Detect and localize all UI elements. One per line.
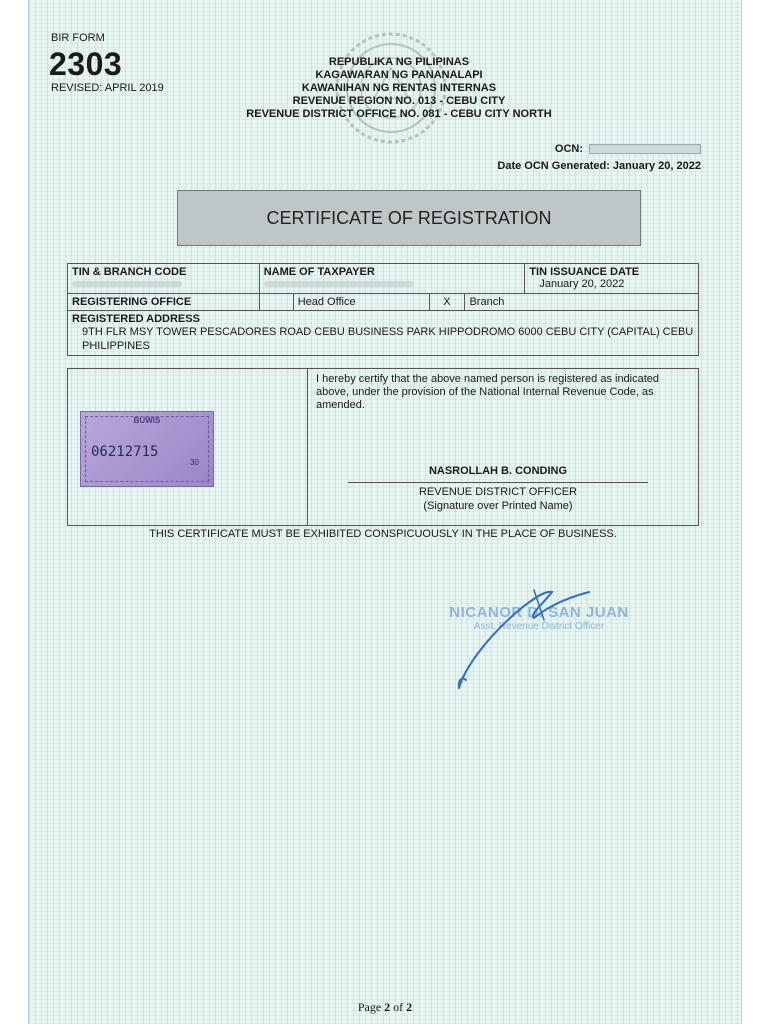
certification-divider bbox=[307, 369, 308, 525]
branch-checkbox-mark: X bbox=[429, 294, 465, 311]
certificate-title: CERTIFICATE OF REGISTRATION bbox=[177, 190, 641, 246]
issuance-date: January 20, 2022 bbox=[539, 278, 625, 290]
agency-header bbox=[209, 56, 589, 121]
agency-line-4: REVENUE REGION NO. 013 - CEBU CITY bbox=[292, 95, 506, 107]
branch-label: Branch bbox=[465, 294, 699, 311]
head-office-checkbox bbox=[259, 294, 293, 311]
handwritten-signature-icon bbox=[424, 570, 604, 700]
stamp-number: 06212715 bbox=[91, 444, 159, 460]
registered-address: 9TH FLR MSY TOWER PESCADORES ROAD CEBU BUSINESS PARK HIPPODROMO 6000 CEBU CITY (CAPITAL) CEBU PHILIPPINES bbox=[82, 326, 694, 352]
stamp-top-text: BUWIS bbox=[133, 416, 161, 425]
ocn-date: Date OCN Generated: January 20, 2022 bbox=[497, 160, 701, 172]
taxpayer-name-label: NAME OF TAXPAYER bbox=[263, 266, 375, 278]
page-current: 2 bbox=[384, 1000, 391, 1014]
documentary-stamp-area bbox=[68, 369, 307, 525]
page-prefix: Page bbox=[357, 1000, 385, 1014]
stamp-denomination: 30 bbox=[190, 458, 199, 467]
officer-title: REVENUE DISTRICT OFFICER bbox=[418, 486, 578, 498]
tin-label: TIN & BRANCH CODE bbox=[72, 266, 187, 278]
form-revised: REVISED: APRIL 2019 bbox=[51, 82, 164, 94]
page-total: 2 bbox=[406, 1000, 413, 1014]
certification-text: I hereby certify that the above named person is registered as indicated above, under the provision of the National Internal Revenue Code, as amended. bbox=[316, 373, 660, 411]
issuance-cell bbox=[525, 264, 699, 294]
tin-redacted-value bbox=[72, 281, 182, 287]
issuance-label: TIN ISSUANCE DATE bbox=[529, 266, 640, 278]
ocn-row bbox=[479, 143, 701, 155]
officer-name: NASROLLAH B. CONDING bbox=[428, 465, 568, 477]
agency-line-5: REVENUE DISTRICT OFFICE NO. 081 - CEBU CITY NORTH bbox=[246, 108, 552, 120]
form-number: 2303 bbox=[49, 46, 123, 82]
taxpayer-name-redacted-value bbox=[264, 281, 414, 287]
certification-box bbox=[67, 368, 699, 526]
page-middle: of bbox=[390, 1000, 407, 1014]
certificate-page bbox=[28, 0, 742, 1024]
registered-address-label: REGISTERED ADDRESS bbox=[72, 313, 200, 325]
registered-address-cell bbox=[68, 311, 699, 356]
registering-office-label: REGISTERING OFFICE bbox=[68, 294, 260, 311]
tin-cell bbox=[68, 264, 260, 294]
agency-line-1: REPUBLIKA NG PILIPINAS bbox=[328, 56, 470, 68]
ocn-redacted-value bbox=[589, 144, 701, 154]
display-notice: THIS CERTIFICATE MUST BE EXHIBITED CONSPICUOUSLY IN THE PLACE OF BUSINESS. bbox=[149, 528, 617, 540]
signature-note: (Signature over Printed Name) bbox=[423, 500, 573, 512]
documentary-stamp bbox=[80, 411, 214, 487]
taxpayer-info-table bbox=[67, 263, 699, 356]
taxpayer-name-cell bbox=[259, 264, 525, 294]
agency-line-2: KAGAWARAN NG PANANALAPI bbox=[315, 69, 483, 81]
agency-line-3: KAWANIHAN NG RENTAS INTERNAS bbox=[301, 82, 497, 94]
signature-line bbox=[348, 482, 648, 483]
assistant-officer-title: Asst. Revenue District Officer bbox=[473, 621, 605, 632]
head-office-label: Head Office bbox=[293, 294, 429, 311]
assistant-officer-name: NICANOR D. SAN JUAN bbox=[449, 604, 629, 621]
page-number bbox=[29, 1000, 741, 1015]
form-label: BIR FORM bbox=[51, 32, 105, 44]
ocn-label: OCN: bbox=[554, 143, 583, 155]
